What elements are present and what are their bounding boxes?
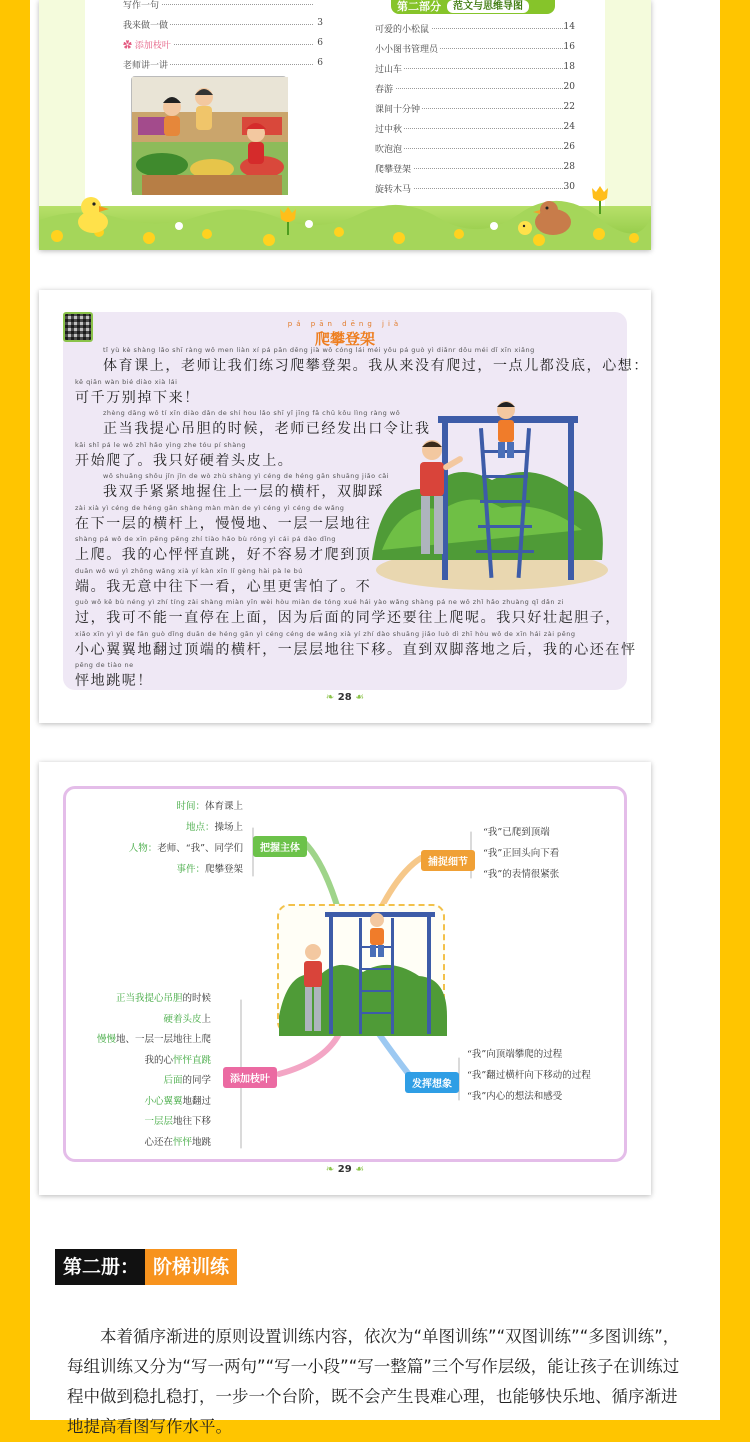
node-imagine: 发挥想象 — [405, 1072, 459, 1093]
leaves-highlight: 慢慢 — [96, 1034, 116, 1045]
toc-label: 小小图书管理员 — [375, 42, 440, 55]
toc-right-row — [375, 162, 575, 176]
leaves-item — [97, 1031, 211, 1045]
leaves-item — [144, 1113, 211, 1127]
toc-page: 16 — [563, 42, 575, 52]
reading-text-line: 我双手紧紧地握住上一层的横杆，双脚踩 — [103, 484, 384, 500]
reading-title-block — [39, 320, 651, 349]
toc-label: ✿ 添加枝叶 — [123, 38, 173, 51]
toc-page — [39, 0, 651, 250]
part-two-label-a: 第二部分 — [397, 0, 441, 13]
toc-right-row — [375, 142, 575, 156]
imagine-item: “我”翻过横杆向下移动的过程 — [467, 1070, 591, 1081]
toc-right-row — [375, 82, 575, 96]
leaves-prefix: 心还在 — [144, 1136, 173, 1148]
part-two-label — [391, 0, 555, 14]
toc-page: 24 — [563, 122, 575, 132]
toc-right-row — [375, 122, 575, 136]
node-detail: 捕捉细节 — [421, 850, 475, 871]
leaves-rest: 的时候 — [182, 993, 211, 1004]
toc-page: 26 — [563, 142, 575, 152]
reading-pinyin-line: kě qiān wàn bié diào xià lái — [75, 377, 178, 386]
leaves-rest: 的同学 — [182, 1075, 211, 1086]
leaves-highlight: 后面 — [163, 1075, 183, 1086]
subject-item — [186, 819, 243, 833]
tulip-icon — [277, 205, 299, 239]
leaves-rest: 地翻过 — [182, 1095, 211, 1107]
duck-icon — [73, 194, 111, 234]
leaves-highlight: 硬着头皮 — [163, 1013, 202, 1025]
market-illustration — [131, 76, 287, 194]
toc-page: 6 — [317, 58, 323, 68]
reading-text-line: 体育课上，老师让我们练习爬攀登架。我从来没有爬过，一点儿都没底，心想： — [103, 358, 649, 374]
page-number-29-text: 29 — [337, 1164, 352, 1175]
reading-text-line: 可千万别掉下来！ — [75, 389, 200, 406]
reading-text-line: 上爬。我的心怦怦直跳，好不容易才爬到顶 — [75, 547, 372, 563]
toc-right-row — [375, 42, 575, 56]
reading-pinyin-line: tǐ yù kè shàng lǎo shī ràng wǒ men liàn xí pá pān dēng jià wǒ cóng lái méi yǒu pá guò yì diǎnr dōu méi dǐ xīn xiǎng — [103, 346, 535, 354]
section-banner-right: 阶梯训练 — [145, 1249, 237, 1285]
toc-dots — [375, 88, 565, 89]
leaves-item — [116, 990, 211, 1004]
toc-right-row — [375, 22, 575, 36]
reading-pinyin-line: duān wǒ wú yì zhōng wǎng xià yí kàn xīn lǐ gèng hài pà le bú — [75, 566, 303, 575]
part-two-label-b: 范文与思维导图 — [447, 0, 529, 13]
page-number-28: ❧ 28 ☙ — [325, 692, 365, 703]
subject-key: 事件： — [176, 864, 205, 875]
toc-page: 14 — [563, 22, 575, 32]
reading-pinyin-line: shàng pá wǒ de xīn pēng pēng zhí tiào hǎo bù róng yì cái pá dào dǐng — [75, 535, 336, 543]
page-number-29: ❧ 29 ☙ — [325, 1164, 365, 1175]
toc-page: 30 — [563, 182, 575, 192]
leaves-highlight: 正当我提心吊胆 — [115, 993, 183, 1004]
reading-pinyin-line: zhèng dāng wǒ tí xīn diào dǎn de shí hou lǎo shī yǐ jīng fā chū kǒu lìng ràng wǒ — [103, 409, 401, 417]
leaves-highlight: 一层层 — [144, 1116, 173, 1127]
imagine-item: “我”内心的想法和感受 — [467, 1091, 563, 1102]
leaves-item — [144, 1052, 211, 1066]
subject-value: 老师、“我”、同学们 — [157, 843, 243, 854]
reading-pinyin-line: wǒ shuāng shǒu jǐn jǐn de wò zhù shàng yì céng de héng gān shuāng jiǎo cǎi — [103, 472, 390, 480]
node-leaves: 添加枝叶 — [223, 1067, 277, 1088]
toc-left-row — [123, 38, 323, 52]
detail-item: “我”已爬到顶端 — [483, 827, 550, 838]
toc-left-row — [123, 18, 323, 32]
leaves-highlight: 怦怦直跳 — [172, 1054, 211, 1066]
detail-item: “我”的表情很紧张 — [483, 869, 560, 880]
subject-item — [176, 861, 243, 875]
subject-key: 地点： — [185, 822, 215, 833]
leaves-rest: 地跳 — [191, 1136, 211, 1148]
subject-value: 爬攀登架 — [204, 864, 243, 875]
toc-label: 春游 — [375, 82, 395, 95]
reading-text-line: 小心翼翼地翻过顶端的横杆，一层层地往下移。直到双脚落地之后，我的心还在怦 — [75, 641, 637, 658]
reading-text-line: 开始爬了。我只好硬着头皮上。 — [75, 452, 294, 469]
section-paragraph: 本着循序渐进的原则设置训练内容，依次为“单图训练”“双图训练”“多图训练”，每组训练又分为“写一两句”“写一小段”“写一整篇”三个写作层级，能让孩子在训练过程中做到稳扎稳打，一步一个台阶，既不会产生畏难心理，也能够快乐地、循序渐进地提高看图写作水平。 — [67, 1327, 680, 1436]
toc-page: 18 — [563, 62, 575, 72]
leaves-highlight: 小心翼翼 — [144, 1095, 183, 1107]
toc-label: 我来做一做 — [123, 18, 170, 31]
reading-pinyin-line: guò wǒ kě bù néng yì zhí tíng zài shàng miàn yīn wèi hòu miàn de tóng xué hái yào wǎng shàng pá ne wǒ zhǐ hǎo zhuàng qǐ dǎn zi — [75, 598, 564, 606]
subject-key: 时间： — [176, 801, 205, 812]
leaves-rest: 上 — [201, 1013, 211, 1025]
reading-text-line: 怦地跳呢！ — [75, 673, 153, 689]
reading-pinyin-line: pēng de tiào ne — [75, 661, 134, 669]
detail-item: “我”正回头向下看 — [483, 848, 560, 859]
reading-title-pinyin: pá pān dēng jià — [287, 320, 403, 328]
subject-key: 人物： — [128, 843, 158, 854]
toc-label: 吹泡泡 — [375, 142, 404, 155]
toc-page: 28 — [563, 162, 575, 172]
toc-label: 老师讲一讲 — [123, 58, 170, 71]
leaves-item — [163, 1011, 211, 1025]
reading-pinyin-line: xiǎo xīn yì yì de fān guò dǐng duān de héng gān yì céng céng de wǎng xià yí zhí dào shuāng jiǎo luò dì zhī hòu wǒ de xīn hái zài pēng — [75, 629, 576, 638]
reading-page — [39, 290, 651, 723]
subject-value: 操场上 — [214, 822, 243, 833]
page-number-28-text: 28 — [337, 692, 352, 703]
reading-text-line: 过，我可不能一直停在上面，因为后面的同学还要往上爬呢。我只好壮起胆子， — [75, 610, 621, 626]
toc-label: 爬攀登架 — [375, 162, 413, 175]
imagine-item: “我”向顶端攀爬的过程 — [467, 1049, 563, 1060]
toc-label: 可爱的小松鼠 — [375, 22, 431, 35]
section-body — [67, 1322, 687, 1442]
reading-pinyin-line: kāi shǐ pá le wǒ zhǐ hǎo yìng zhe tóu pí shàng — [75, 440, 246, 449]
toc-label: 旋转木马 — [375, 182, 413, 195]
subject-item — [129, 840, 243, 854]
toc-page: 6 — [317, 38, 323, 48]
node-subject: 把握主体 — [253, 836, 307, 857]
toc-label: 过中秋 — [375, 122, 404, 135]
leaves-highlight: 怦怦 — [172, 1136, 192, 1148]
toc-left-row — [123, 58, 323, 72]
toc-label: 过山车 — [375, 62, 404, 75]
toc-label: 课间十分钟 — [375, 102, 422, 115]
reading-text-line: 端。我无意中往下一看，心里更害怕了。不 — [75, 578, 372, 595]
leaves-rest: 地、一层一层地往上爬 — [115, 1034, 211, 1045]
reading-text-line: 正当我提心吊胆的时候，老师已经发出口令让我 — [103, 421, 431, 437]
reading-title: 爬攀登架 — [314, 330, 375, 348]
mindmap-page — [39, 762, 651, 1195]
leaves-item — [163, 1072, 211, 1086]
section-banner-left: 第二册： — [55, 1249, 145, 1285]
reading-pinyin-line: zài xià yì céng de héng gān shàng màn màn de yì céng yì céng de wǎng — [75, 503, 345, 512]
leaves-item — [144, 1134, 211, 1148]
bird-icon — [515, 198, 575, 238]
subject-item — [176, 798, 243, 812]
toc-page: 22 — [563, 102, 575, 112]
mindmap-center-illustration — [277, 904, 445, 1034]
toc-right-row — [375, 102, 575, 116]
section-banner — [55, 1249, 237, 1285]
toc-page: 20 — [563, 82, 575, 92]
leaves-rest: 地往下移 — [172, 1116, 211, 1127]
toc-right-row — [375, 182, 575, 196]
toc-page: 3 — [317, 18, 323, 28]
tulip-icon — [589, 184, 611, 218]
leaves-prefix: 我的心 — [144, 1054, 173, 1066]
toc-right-row — [375, 62, 575, 76]
toc-label: 写作一句 — [123, 0, 161, 11]
reading-text-line: 在下一层的横杆上，慢慢地、一层一层地往 — [75, 515, 372, 532]
subject-value: 体育课上 — [204, 801, 243, 812]
toc-left-row — [123, 0, 323, 12]
leaves-item — [144, 1093, 211, 1107]
